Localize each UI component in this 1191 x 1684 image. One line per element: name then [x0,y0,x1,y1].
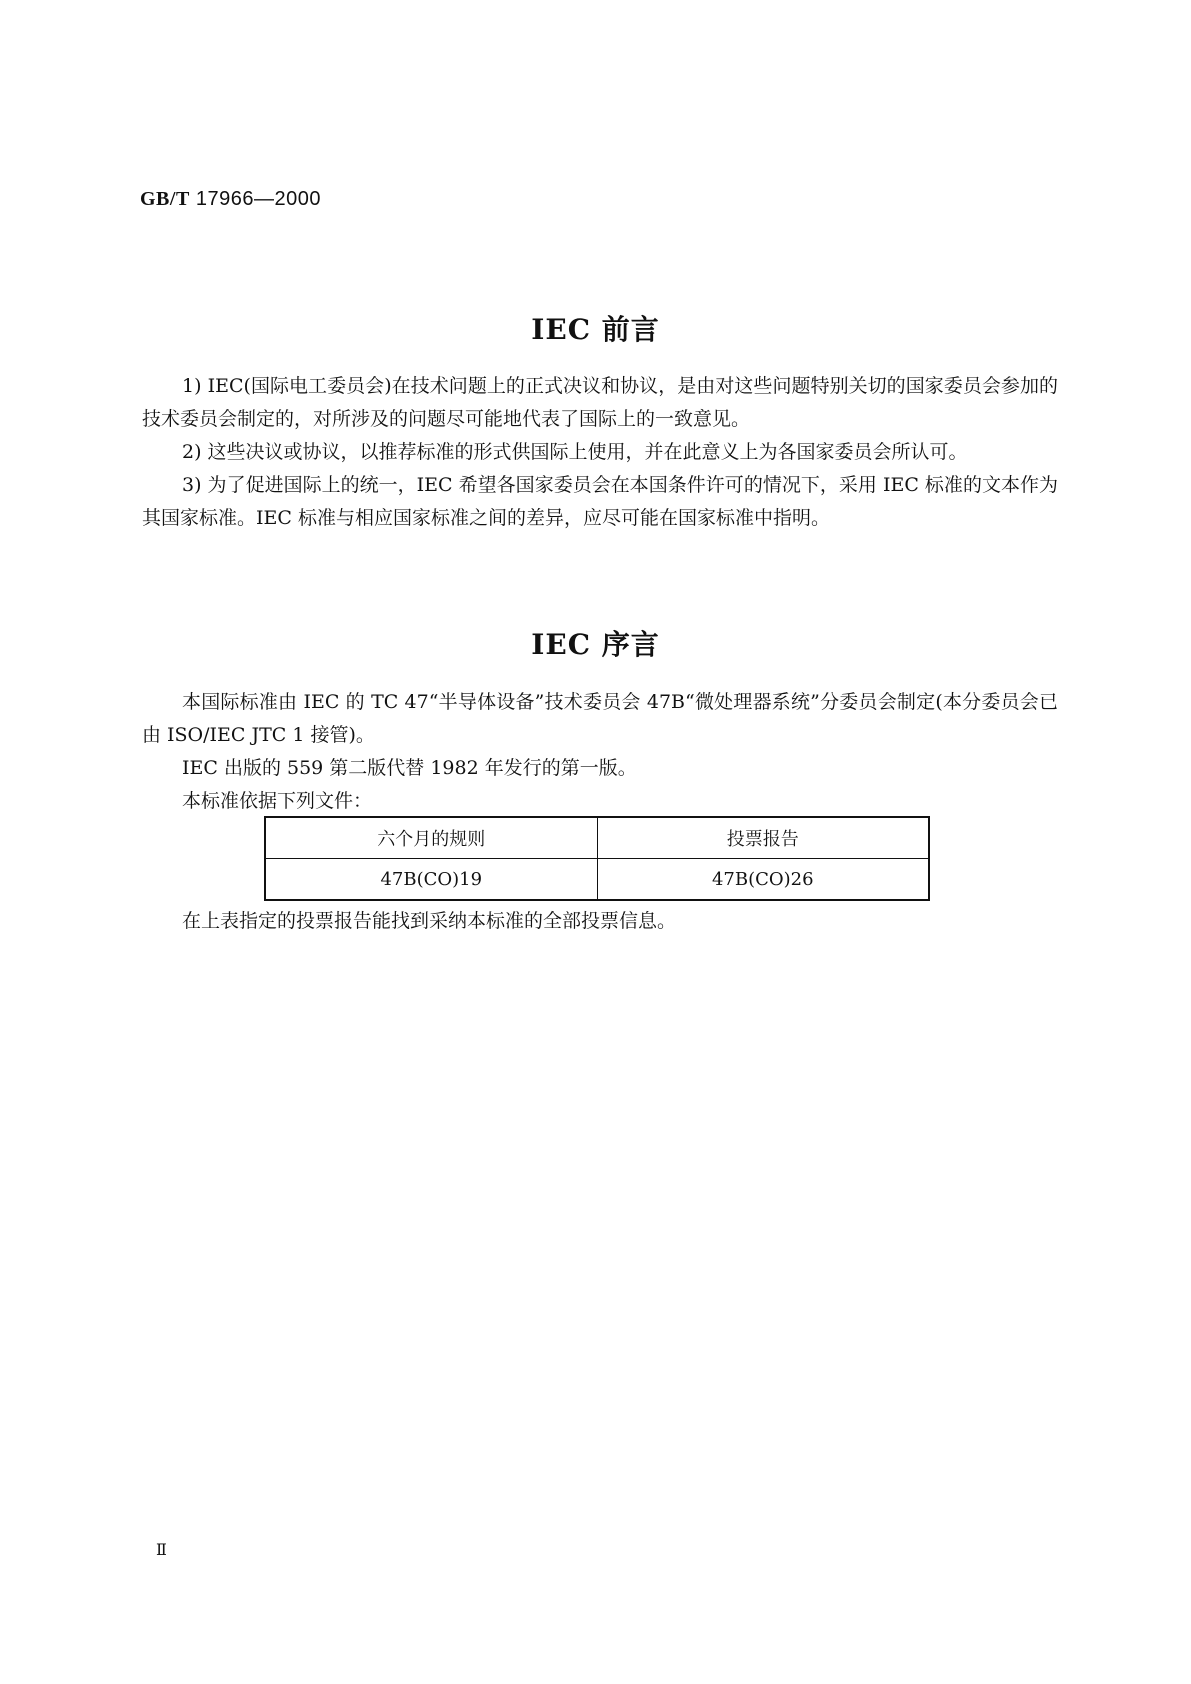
table-header-six-month-rule: 六个月的规则 [265,817,597,859]
foreword-paragraph-2: 2) 这些决议或协议，以推荐标准的形式供国际上使用，并在此意义上为各国家委员会所认可。 [182,441,968,463]
standard-code-prefix: GB/T [140,188,190,210]
preface-title: IEC 序言 [531,628,660,661]
preface-paragraph-3: 本标准依据下列文件： [182,790,373,812]
table-cell: 47B(CO)19 [265,859,597,901]
preface-paragraph-2: IEC 出版的 559 第二版代替 1982 年发行的第一版。 [182,757,637,779]
voting-documents-table [264,816,930,901]
preface-paragraph-1: 本国际标准由 IEC 的 TC 47“半导体设备”技术委员会 47B“微处理器系统”分委员会制定(本分委员会已由 ISO/IEC JTC 1 接管)。 [142,691,1058,746]
standard-code [140,188,321,211]
foreword-title: IEC 前言 [531,313,660,346]
table-row [265,859,929,901]
foreword-body [142,370,1058,535]
voting-info-note: 在上表指定的投票报告能找到采纳本标准的全部投票信息。 [182,910,677,932]
standard-code-number: 17966—2000 [189,188,321,210]
page-number: Ⅱ [156,1540,167,1559]
preface-body [142,686,1058,818]
foreword-paragraph-3: 3) 为了促进国际上的统一，IEC 希望各国家委员会在本国条件许可的情况下，采用 IEC 标准的文本作为其国家标准。IEC 标准与相应国家标准之间的差异，应尽可能在国家标准中指明。 [142,474,1058,529]
table-header-voting-report: 投票报告 [597,817,929,859]
foreword-paragraph-1: 1) IEC(国际电工委员会)在技术问题上的正式决议和协议，是由对这些问题特别关切的国家委员会参加的技术委员会制定的，对所涉及的问题尽可能地代表了国际上的一致意见。 [142,375,1058,430]
table-header-row [265,817,929,859]
table-cell: 47B(CO)26 [597,859,929,901]
